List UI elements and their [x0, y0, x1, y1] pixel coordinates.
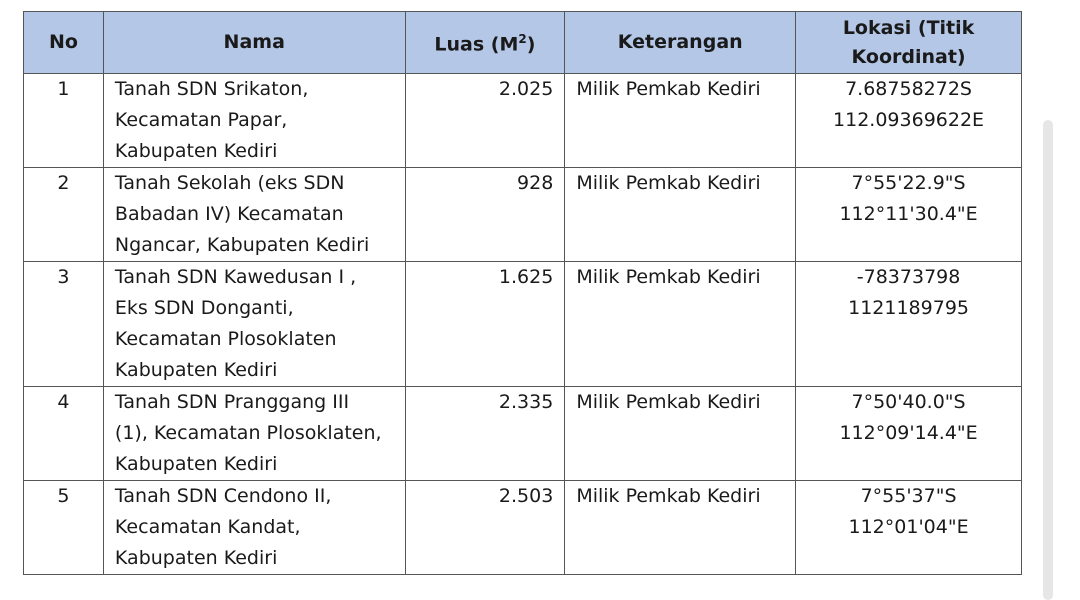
header-luas-sup: 2 [518, 32, 527, 47]
cell-no: 2 [24, 168, 104, 262]
cell-lokasi: 7°55'22.9"S 112°11'30.4"E [796, 168, 1022, 262]
table-row [24, 74, 1022, 168]
cell-no: 4 [24, 387, 104, 481]
cell-lokasi: 7°55'37"S 112°01'04"E [796, 481, 1022, 575]
cell-luas: 928 [405, 168, 565, 262]
cell-lokasi: 7°50'40.0"S 112°09'14.4"E [796, 387, 1022, 481]
cell-nama: Tanah Sekolah (eks SDN Babadan IV) Kecamatan Ngancar, Kabupaten Kediri [103, 168, 405, 262]
header-luas [405, 12, 565, 74]
header-luas-close: ) [526, 33, 536, 56]
header-luas-label: Luas (M [434, 33, 519, 56]
header-keterangan: Keterangan [565, 12, 796, 74]
cell-keterangan: Milik Pemkab Kediri [565, 481, 796, 575]
cell-no: 1 [24, 74, 104, 168]
cell-nama: Tanah SDN Pranggang III (1), Kecamatan Plosoklaten, Kabupaten Kediri [103, 387, 405, 481]
land-table [23, 11, 1022, 575]
cell-keterangan: Milik Pemkab Kediri [565, 262, 796, 387]
table-row [24, 387, 1022, 481]
scrollbar[interactable] [1043, 120, 1053, 600]
header-nama: Nama [103, 12, 405, 74]
cell-luas: 2.025 [405, 74, 565, 168]
cell-keterangan: Milik Pemkab Kediri [565, 387, 796, 481]
cell-luas: 2.503 [405, 481, 565, 575]
cell-no: 3 [24, 262, 104, 387]
cell-luas: 1.625 [405, 262, 565, 387]
cell-keterangan: Milik Pemkab Kediri [565, 168, 796, 262]
table-header-row [24, 12, 1022, 74]
cell-lokasi: 7.68758272S 112.09369622E [796, 74, 1022, 168]
table-row [24, 481, 1022, 575]
table-row [24, 262, 1022, 387]
cell-nama: Tanah SDN Srikaton, Kecamatan Papar, Kabupaten Kediri [103, 74, 405, 168]
cell-no: 5 [24, 481, 104, 575]
header-lokasi: Lokasi (Titik Koordinat) [796, 12, 1022, 74]
cell-lokasi: -78373798 1121189795 [796, 262, 1022, 387]
table-row [24, 168, 1022, 262]
cell-luas: 2.335 [405, 387, 565, 481]
header-no: No [24, 12, 104, 74]
cell-nama: Tanah SDN Cendono II, Kecamatan Kandat, Kabupaten Kediri [103, 481, 405, 575]
cell-keterangan: Milik Pemkab Kediri [565, 74, 796, 168]
cell-nama: Tanah SDN Kawedusan I , Eks SDN Donganti, Kecamatan Plosoklaten Kabupaten Kediri [103, 262, 405, 387]
